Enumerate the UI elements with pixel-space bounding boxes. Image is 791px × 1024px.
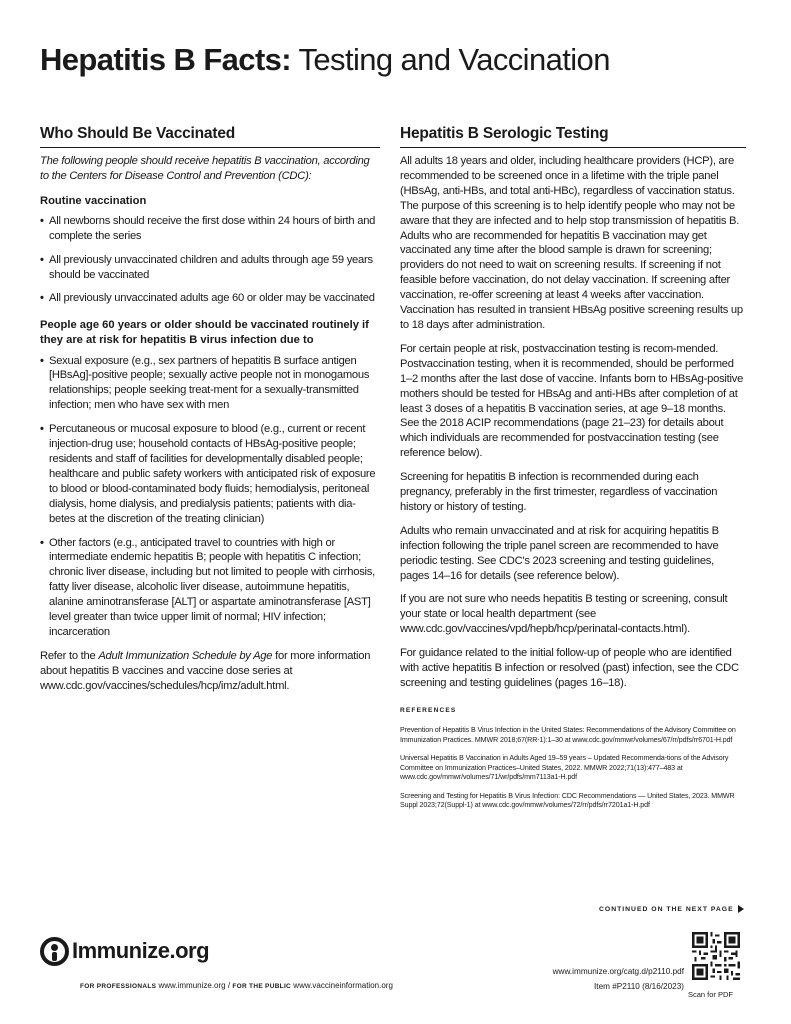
footer-separator: / xyxy=(227,981,231,990)
footer-links xyxy=(80,981,393,990)
list-item: • All previously unvaccinated adults age 60 or older may be vaccinated xyxy=(40,291,380,306)
references-heading: REFERENCES xyxy=(400,706,457,714)
logo-text: Immunize.org xyxy=(72,938,210,963)
scan-for-pdf-label: Scan for PDF xyxy=(688,990,734,999)
right-column xyxy=(400,125,746,820)
play-arrow-icon xyxy=(738,905,744,913)
paragraph: Screening for hepatitis B infection is recommended during each pregnancy, preferably in the first trimester, regardless of vaccination history or history of testing. xyxy=(400,471,718,513)
for-public-label: FOR THE PUBLIC xyxy=(232,983,292,990)
item-number: Item #P2110 (8/16/2023) xyxy=(594,982,684,991)
routine-heading: Routine vaccination xyxy=(40,194,147,207)
schedule-title: Adult Immunization Schedule by Age xyxy=(98,649,273,662)
for-professionals-label: FOR PROFESSIONALS xyxy=(80,983,157,990)
page-title xyxy=(40,42,610,78)
risk-list xyxy=(40,354,380,640)
title-light: Testing and Vaccination xyxy=(298,42,610,77)
left-column xyxy=(40,125,380,694)
paragraph: If you are not sure who needs hepatitis B testing or screening, consult your state or local health department (see www.cdc.gov/vaccines/vpd/hepb/hcp/perinatal-contacts.html). xyxy=(400,593,728,636)
reference-item: Universal Hepatitis B Vaccination in Adults Aged 19–59 years – Updated Recommenda-tions of the Advisory Committee on Immunization Practices–United States, 2022. MMWR 2022;71(13):477–483 at www.cdc.gov/mmwr/volumes/71/wr/pdfs/mm7113a1-H.pdf xyxy=(400,754,729,782)
paragraph: All adults 18 years and older, including healthcare providers (HCP), are recommended to be screened once in a lifetime with the triple panel (HBsAg, anti-HBs, and total anti-HBc), regardless of vaccination status. The purpose of this screening is to help identify people who may not be aware that they are infected and to help stop transmission of hepatitis B. Adults who are recommended for hepatitis B vaccination may get vaccinated any time after the blood sample is drawn for screening; providers do not need to wait on screening results. If screening if not feasible before vaccination, do not delay vaccination. If screening after vaccination, re-offer screening at least 4 weeks after vaccination. Vaccination has resulted in transient HBsAg positive screening results up to 18 days after administration. xyxy=(400,155,743,331)
paragraph: For certain people at risk, postvaccination testing is recom-mended. Postvaccination testing, when it is recommended, should be performed 1–2 months after the last dose of vaccine. Infants born to HBsAg-positive mothers should be tested for HBsAg and anti-HBs after completion of at least 3 doses of a hepatitis B vaccination series, at age 9–18 months. See the 2018 ACIP recommendations (page 21–23) for details about which individuals are recommended for postvaccination testing (see reference below). xyxy=(400,342,744,460)
list-item: • All previously unvaccinated children and adults through age 59 years should be vaccinated xyxy=(40,253,380,283)
intro-text: The following people should receive hepatitis B vaccination, according to the Centers for Disease Control and Prevention (CDC): xyxy=(40,155,370,182)
section-heading-vaccinated: Who Should Be Vaccinated xyxy=(40,125,380,148)
risk-heading: People age 60 years or older should be vaccinated routinely if they are at risk for hepatitis B virus infection due to xyxy=(40,319,369,346)
routine-list xyxy=(40,214,380,307)
list-item: • Sexual exposure (e.g., sex partners of hepatitis B surface antigen [HBsAg]-positive people; sexually active people not in monogamous relationships; people seeking treat-ment for a sexually-transmitted infection; men who have sex with men xyxy=(40,354,380,414)
footer-item-info xyxy=(500,964,684,994)
pdf-link[interactable]: www.immunize.org/catg.d/p2110.pdf xyxy=(552,967,684,976)
refer-text: Refer to the Adult Immunization Schedule by Age for more information about hepatitis B vaccines and vaccine dose series at www.cdc.gov/vaccines/schedules/hcp/imz/adult.html. xyxy=(40,649,371,692)
reference-item: Screening and Testing for Hepatitis B Virus Infection: CDC Recommendations — United States, 2023. MMWR Suppl 2023;72(Suppl-1) at www.cdc.gov/mmwr/volumes/72/rr/pdfs/rr7201a1-H.pdf xyxy=(400,791,735,810)
immunize-logo xyxy=(40,935,209,967)
section-heading-testing: Hepatitis B Serologic Testing xyxy=(400,125,746,148)
continued-label: CONTINUED ON THE NEXT PAGE xyxy=(599,905,734,913)
qr-code-icon[interactable] xyxy=(692,932,740,980)
person-icon xyxy=(40,937,69,966)
reference-item: Prevention of Hepatitis B Virus Infection in the United States: Recommendations of the Advisory Committee on Immunization Practices. MMWR 2018;67(RR-1):1–30 at www.cdc.gov/mmwr/volumes/67/rr/pdfs/rr6701-H.pdf xyxy=(400,725,736,744)
title-bold: Hepatitis B Facts: xyxy=(40,42,292,77)
public-link[interactable]: www.vaccineinformation.org xyxy=(293,981,393,990)
list-item: • Percutaneous or mucosal exposure to blood (e.g., current or recent injection-drug use; household contacts of HBsAg-positive people; residents and staff of facilities for developmentally disabled people; healthcare and public safety workers with anticipated risk of exposure to blood or blood-contaminated body fluids; hemodialysis, peritoneal dialysis, home dialysis, and predialysis patients; patients with dia-betes at the discretion of the treating clinician) xyxy=(40,422,380,526)
professionals-link[interactable]: www.immunize.org xyxy=(158,981,226,990)
paragraph: For guidance related to the initial follow-up of people who are identified with active hepatitis B infection or resolved (past) infection, see the CDC screening and testing guidelines (pages 16–18). xyxy=(400,647,739,689)
continued-link[interactable] xyxy=(599,905,744,913)
list-item: • All newborns should receive the first dose within 24 hours of birth and complete the series xyxy=(40,214,380,244)
list-item: • Other factors (e.g., anticipated travel to countries with high or intermediate endemic hepatitis B; people with hepatitis C infection; chronic liver disease, including but not limited to people with cirrhosis, fatty liver disease, alcoholic liver disease, autoimmune hepatitis, alanine aminotransferase [ALT] or aspartate aminotransferase [AST] level greater than twice upper limit of normal; HIV infection; incarceration xyxy=(40,536,380,640)
paragraph: Adults who remain unvaccinated and at risk for acquiring hepatitis B infection following the triple panel screen are recommended to have periodic testing. See CDC's 2023 screening and testing guidelines, pages 14–16 for details (see reference below). xyxy=(400,524,719,582)
